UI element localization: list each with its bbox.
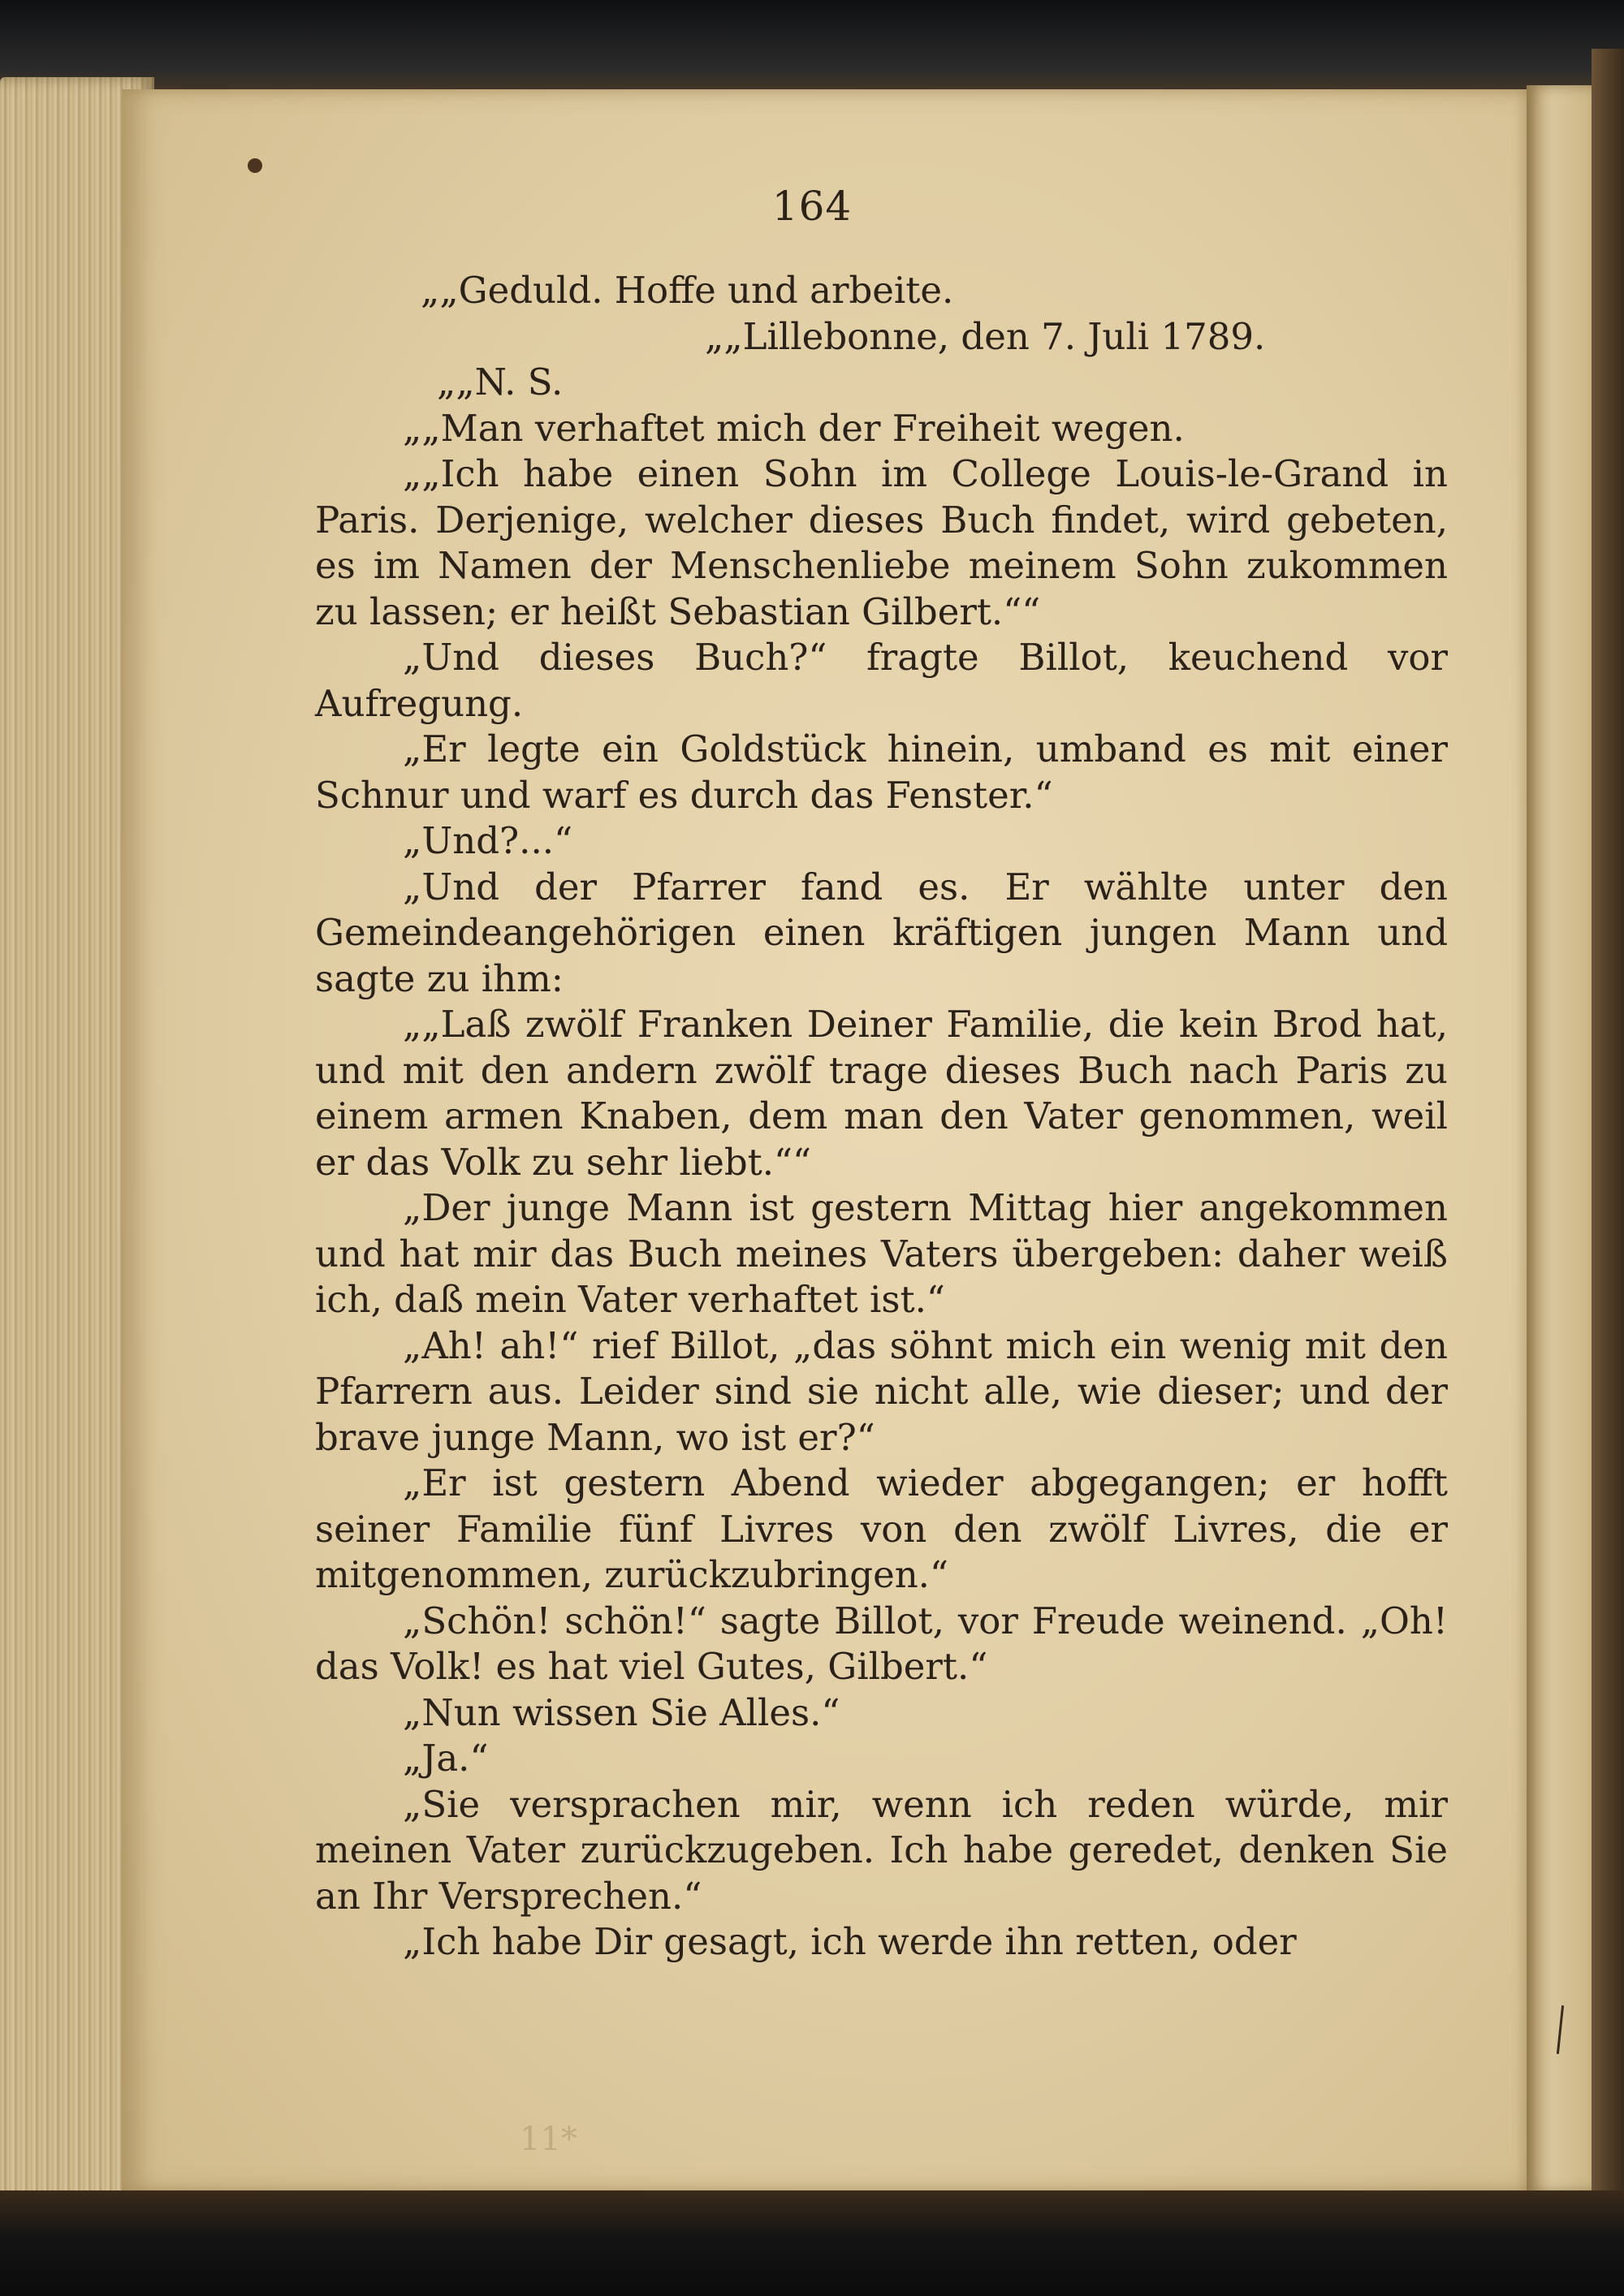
paragraph: „Ja.“ bbox=[403, 1737, 489, 1780]
paragraph: „„Laß zwölf Franken Deiner Familie, die kein Brod hat, und mit den andern zwölf trage dieses Buch nach Paris zu einem armen Knaben, dem man den Vater genommen, weil er das Volk zu sehr liebt.““ bbox=[315, 1003, 1448, 1184]
paragraph: „Und dieses Buch?“ fragte Billot, keuchend vor Aufregung. bbox=[315, 636, 1448, 725]
paragraph: „Ah! ah!“ rief Billot, „das söhnt mich ein wenig mit den Pfarrern aus. Leider sind sie nicht alle, wie dieser; und der brave junge Mann, wo ist er?“ bbox=[315, 1323, 1448, 1459]
paragraph: „Sie versprachen mir, wenn ich reden würde, mir meinen Vater zurückzugeben. Ich habe geredet, denken Sie an Ihr Versprechen.“ bbox=[315, 1782, 1448, 1918]
paragraph: „„Ich habe einen Sohn im College Louis-le-Grand in Paris. Derjenige, welcher dieses Buch findet, wird gebeten, es im Namen der Menschenliebe meinem Sohn zukommen zu lassen; er heißt Sebastian Gilbert.““ bbox=[315, 452, 1448, 633]
paragraph: „Und der Pfarrer fand es. Er wählte unter den Gemeindeangehörigen einen kräftigen jungen Mann und sagte zu ihm: bbox=[315, 865, 1448, 1000]
paragraph: „Und?...“ bbox=[403, 819, 573, 862]
book-cover-top-edge bbox=[0, 0, 1624, 97]
page-number: 164 bbox=[771, 183, 853, 230]
book-cover-bottom-edge bbox=[0, 2190, 1624, 2296]
paragraph: „„Geduld. Hoffe und arbeite. bbox=[421, 269, 954, 312]
paragraph: „Nun wissen Sie Alles.“ bbox=[403, 1690, 840, 1734]
paragraph: „Er ist gestern Abend wieder abgegangen; er hofft seiner Familie fünf Livres von den zwölf Livres, die er mitgenommen, zurückzubringen.“ bbox=[315, 1461, 1448, 1596]
signature-mark: 11* bbox=[520, 2121, 577, 2158]
ink-spot bbox=[248, 158, 262, 173]
paragraph: „Ich habe Dir gesagt, ich werde ihn retten, oder bbox=[403, 1920, 1297, 1963]
page-body-text bbox=[315, 268, 1448, 1966]
next-page-edge bbox=[1527, 85, 1593, 2192]
paragraph: „„Man verhaftet mich der Freiheit wegen. bbox=[403, 406, 1185, 450]
paragraph: „„N. S. bbox=[437, 360, 564, 404]
paragraph: „Der junge Mann ist gestern Mittag hier angekommen und hat mir das Buch meines Vaters übergeben: daher weiß ich, daß mein Vater verhaftet ist.“ bbox=[315, 1186, 1448, 1321]
book-cover-right-edge bbox=[1592, 49, 1624, 2241]
paragraph: „„Lillebonne, den 7. Juli 1789. bbox=[705, 314, 1266, 358]
paragraph: „Schön! schön!“ sagte Billot, vor Freude weinend. „Oh! das Volk! es hat viel Gutes, Gilbert.“ bbox=[315, 1599, 1448, 1688]
paragraph: „Er legte ein Goldstück hinein, umband es mit einer Schnur und warf es durch das Fenster.“ bbox=[315, 727, 1448, 817]
